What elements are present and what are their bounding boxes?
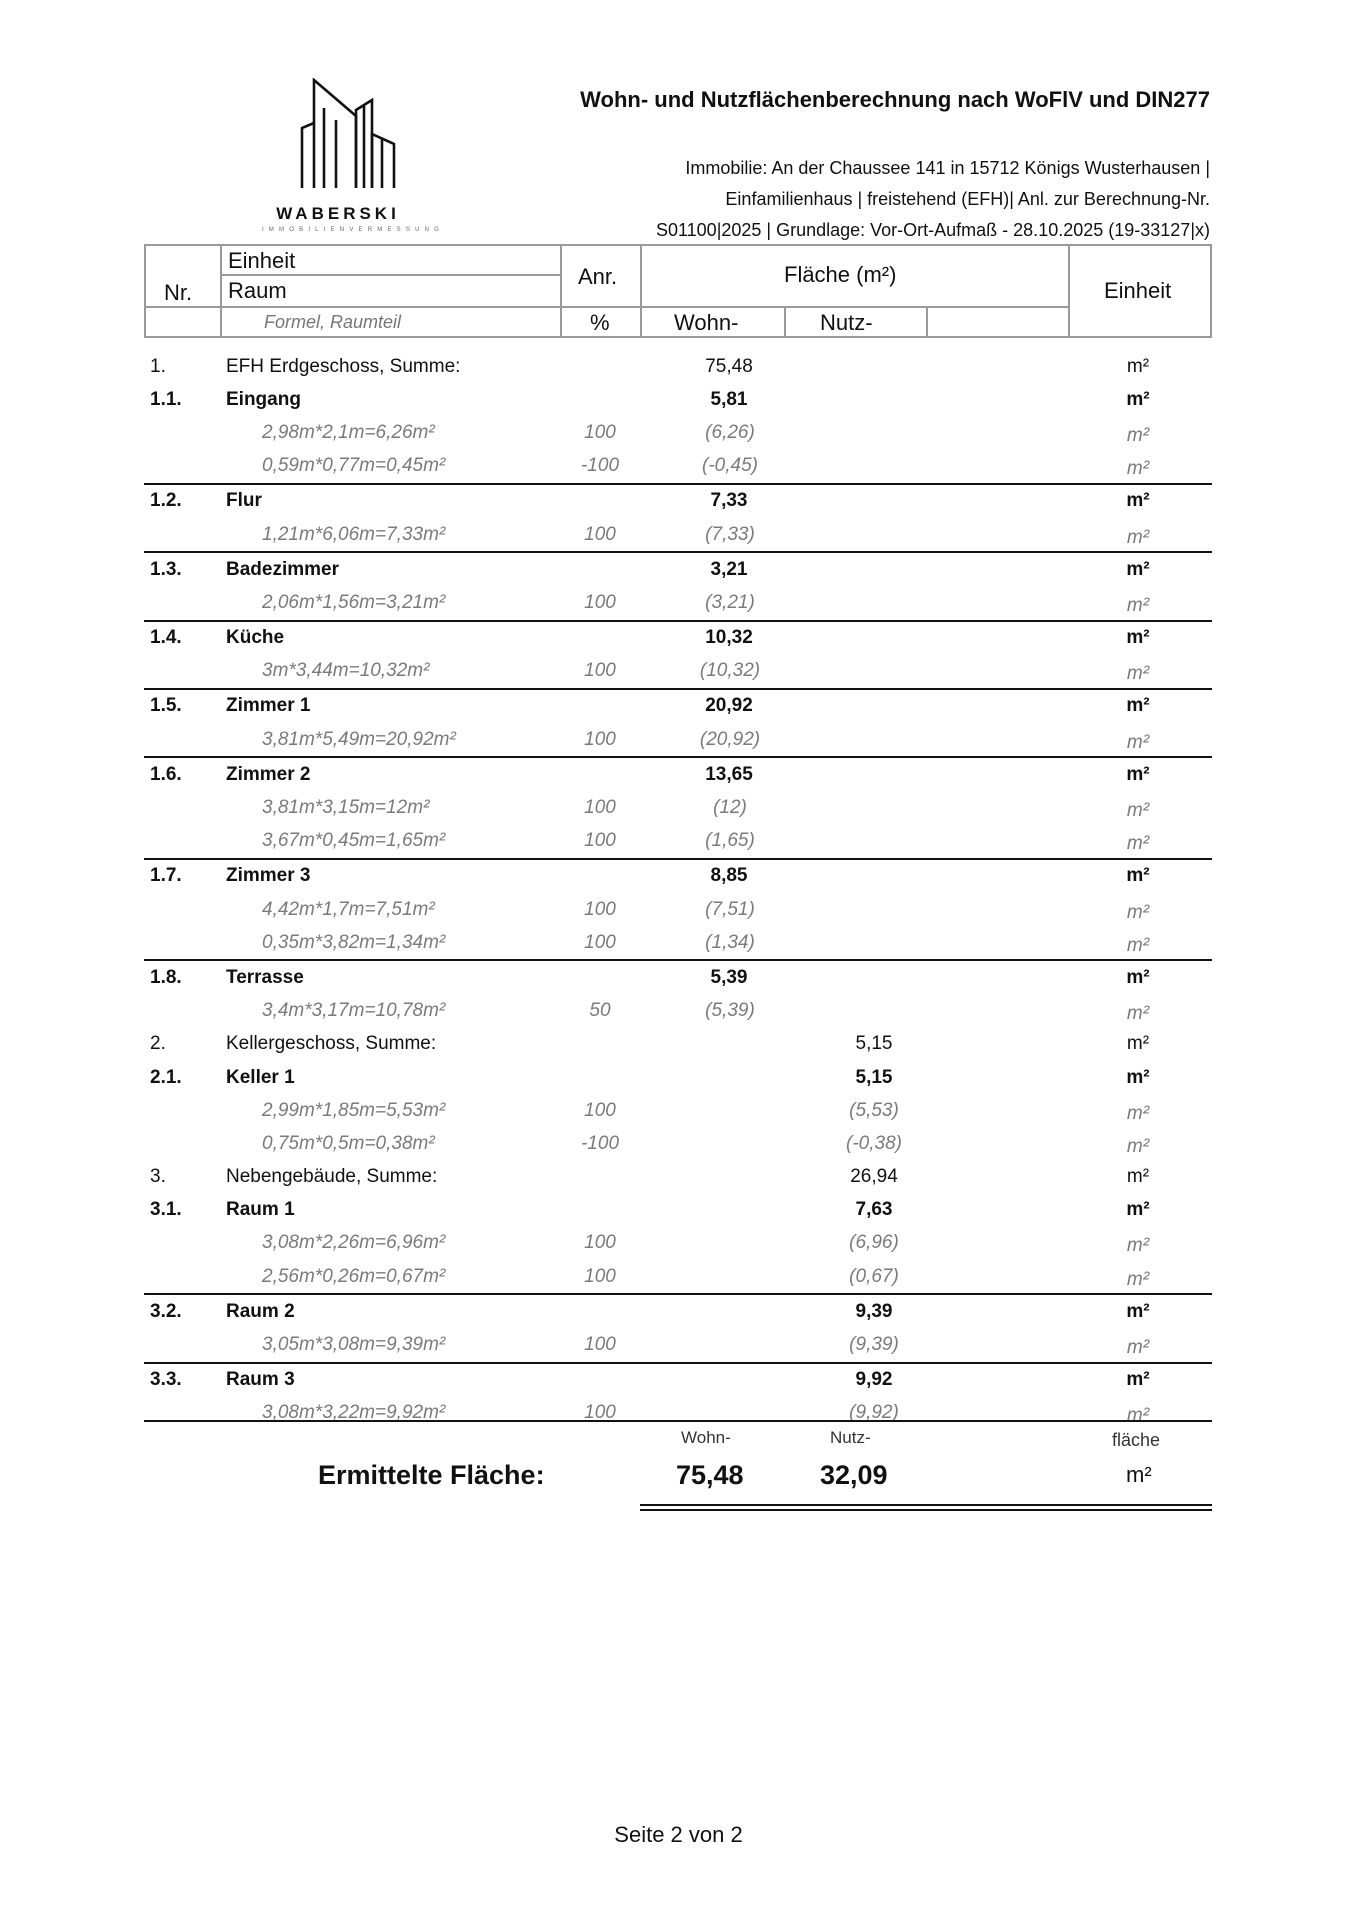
divider <box>784 306 786 338</box>
formula-row <box>144 1094 1212 1127</box>
room-name: Küche <box>226 627 285 649</box>
formula-row <box>144 586 1212 619</box>
formula-nutz: (6,96) <box>849 1232 899 1254</box>
totals-flaeche-label: fläche <box>1112 1430 1161 1450</box>
formula-anr: 100 <box>584 1265 616 1287</box>
formula-unit: m² <box>1126 424 1150 446</box>
room-row <box>144 1194 1212 1227</box>
room-name: Keller 1 <box>226 1066 295 1088</box>
divider <box>144 244 1212 246</box>
group-nutz: 5,15 <box>855 1033 893 1055</box>
room-name: Raum 2 <box>226 1300 295 1322</box>
group-sum-row <box>144 350 1212 383</box>
formula-anr: 100 <box>584 1232 616 1254</box>
room-nr: 1.5. <box>150 695 182 717</box>
divider <box>926 306 928 338</box>
formula-wohn: (-0,45) <box>702 455 758 477</box>
group-unit: m² <box>1126 1166 1150 1188</box>
formula-unit: m² <box>1126 594 1150 616</box>
meta-line: Einfamilienhaus | freistehend (EFH)| Anl. zur Berechnung-Nr. <box>725 189 1210 209</box>
group-nutz: 26,94 <box>850 1166 898 1188</box>
room-name: Eingang <box>226 388 301 410</box>
room-name: Raum 3 <box>226 1369 295 1391</box>
room-wohn: 3,21 <box>710 558 748 580</box>
double-underline <box>640 1504 1212 1506</box>
formula-row <box>144 893 1212 926</box>
formula-text: 3,05m*3,08m=9,39m² <box>262 1334 446 1356</box>
formula-unit: m² <box>1126 458 1150 480</box>
formula-anr: 100 <box>584 797 616 819</box>
formula-anr: 100 <box>584 830 616 852</box>
room-wohn: 5,81 <box>710 388 748 410</box>
totals-nutz-value: 32,09 <box>820 1460 888 1490</box>
header-nr: Nr. <box>164 280 193 305</box>
header-pct: % <box>590 310 610 335</box>
room-name: Raum 1 <box>226 1199 295 1221</box>
formula-unit: m² <box>1126 800 1150 822</box>
formula-anr: 100 <box>584 931 616 953</box>
formula-text: 3,08m*3,22m=9,92m² <box>262 1402 446 1424</box>
formula-text: 2,99m*1,85m=5,53m² <box>262 1099 446 1121</box>
formula-nutz: (5,53) <box>849 1099 899 1121</box>
divider <box>144 244 146 338</box>
formula-unit: m² <box>1126 1235 1150 1257</box>
formula-wohn: (12) <box>713 797 747 819</box>
formula-text: 4,42m*1,7m=7,51m² <box>262 898 435 920</box>
formula-text: 0,35m*3,82m=1,34m² <box>262 931 446 953</box>
room-nutz: 5,15 <box>855 1066 893 1088</box>
room-nr: 1.1. <box>150 388 182 410</box>
room-name: Badezimmer <box>226 558 339 580</box>
formula-row <box>144 655 1212 688</box>
room-nr: 1.6. <box>150 763 182 785</box>
meta-line: Immobilie: An der Chaussee 141 in 15712 Königs Wusterhausen | <box>685 158 1210 178</box>
room-name: Zimmer 3 <box>226 865 311 887</box>
formula-text: 3m*3,44m=10,32m² <box>262 660 430 682</box>
totals-label: Ermittelte Fläche: <box>318 1460 545 1490</box>
totals-nutz-label: Nutz- <box>830 1428 871 1447</box>
room-nr: 3.2. <box>150 1300 182 1322</box>
group-sum-row <box>144 1028 1212 1061</box>
room-nr: 1.8. <box>150 966 182 988</box>
formula-row <box>144 926 1212 959</box>
formula-text: 3,4m*3,17m=10,78m² <box>262 1000 446 1022</box>
room-wohn: 20,92 <box>705 695 753 717</box>
formula-row <box>144 450 1212 483</box>
formula-anr: 100 <box>584 1099 616 1121</box>
formula-text: 0,59m*0,77m=0,45m² <box>262 455 446 477</box>
room-row <box>144 551 1212 586</box>
formula-text: 3,08m*2,26m=6,96m² <box>262 1232 446 1254</box>
meta-line: S01100|2025 | Grundlage: Vor-Ort-Aufmaß - 28.10.2025 (19-33127|x) <box>655 220 1210 240</box>
group-name: Kellergeschoss, Summe: <box>226 1033 437 1055</box>
divider <box>220 244 222 338</box>
formula-nutz: (9,39) <box>849 1334 899 1356</box>
formula-text: 3,67m*0,45m=1,65m² <box>262 830 446 852</box>
formula-unit: m² <box>1126 1003 1150 1025</box>
formula-anr: 100 <box>584 523 616 545</box>
formula-wohn: (1,65) <box>705 830 755 852</box>
divider <box>1068 244 1070 338</box>
room-unit: m² <box>1126 490 1150 512</box>
formula-anr: 100 <box>584 898 616 920</box>
room-nr: 3.3. <box>150 1369 182 1391</box>
formula-anr: -100 <box>580 455 620 477</box>
formula-row <box>144 1260 1212 1293</box>
formula-unit: m² <box>1126 1102 1150 1124</box>
room-unit: m² <box>1126 558 1150 580</box>
formula-text: 0,75m*0,5m=0,38m² <box>262 1132 435 1154</box>
room-unit: m² <box>1126 966 1150 988</box>
formula-text: 3,81m*3,15m=12m² <box>262 797 430 819</box>
formula-anr: 50 <box>589 1000 611 1022</box>
formula-row <box>144 791 1212 824</box>
room-unit: m² <box>1126 1300 1150 1322</box>
formula-row <box>144 1127 1212 1160</box>
room-unit: m² <box>1126 388 1150 410</box>
formula-row <box>144 1328 1212 1361</box>
divider <box>560 244 562 338</box>
group-nr: 2. <box>150 1033 166 1055</box>
room-row <box>144 620 1212 655</box>
group-nr: 3. <box>150 1166 166 1188</box>
room-name: Zimmer 1 <box>226 695 311 717</box>
formula-wohn: (20,92) <box>699 728 761 750</box>
room-nr: 2.1. <box>150 1066 182 1088</box>
formula-anr: 100 <box>584 1402 616 1424</box>
header-flaeche: Fläche (m²) <box>784 262 897 287</box>
room-nutz: 9,39 <box>855 1300 893 1322</box>
formula-row <box>144 416 1212 449</box>
document-title: Wohn- und Nutzflächenberechnung nach WoFlV und DIN277 <box>580 87 1210 112</box>
formula-unit: m² <box>1126 1135 1150 1157</box>
divider <box>222 274 560 276</box>
totals-wohn-label: Wohn- <box>681 1428 731 1447</box>
logo-brand: WABERSKI <box>276 204 400 223</box>
page-number: Seite 2 von 2 <box>614 1822 743 1847</box>
group-wohn: 75,48 <box>705 355 753 377</box>
formula-nutz: (9,92) <box>849 1402 899 1424</box>
formula-anr: 100 <box>584 660 616 682</box>
room-unit: m² <box>1126 627 1150 649</box>
room-wohn: 7,33 <box>710 490 748 512</box>
formula-text: 2,06m*1,56m=3,21m² <box>262 591 446 613</box>
formula-unit: m² <box>1126 1405 1150 1427</box>
table-header <box>144 244 1212 338</box>
formula-anr: 100 <box>584 1334 616 1356</box>
area-table-body <box>144 350 1212 1430</box>
formula-text: 2,56m*0,26m=0,67m² <box>262 1265 446 1287</box>
formula-wohn: (7,51) <box>705 898 755 920</box>
room-row <box>144 688 1212 723</box>
room-name: Zimmer 2 <box>226 763 311 785</box>
room-unit: m² <box>1126 763 1150 785</box>
room-row <box>144 1362 1212 1397</box>
formula-row <box>144 518 1212 551</box>
room-nr: 3.1. <box>150 1199 182 1221</box>
room-nr: 1.2. <box>150 490 182 512</box>
header-einheit: Einheit <box>228 248 296 273</box>
formula-text: 2,98m*2,1m=6,26m² <box>262 421 435 443</box>
room-unit: m² <box>1126 1369 1150 1391</box>
header-wohn: Wohn- <box>674 310 739 335</box>
formula-anr: 100 <box>584 591 616 613</box>
group-nr: 1. <box>150 355 166 377</box>
formula-unit: m² <box>1126 934 1150 956</box>
totals-wohn-value: 75,48 <box>676 1460 744 1490</box>
room-unit: m² <box>1126 1066 1150 1088</box>
company-logo <box>248 78 460 238</box>
room-row <box>144 1061 1212 1094</box>
room-nutz: 7,63 <box>855 1199 893 1221</box>
header-anr: Anr. <box>578 264 618 289</box>
divider <box>144 306 1068 308</box>
room-unit: m² <box>1126 1199 1150 1221</box>
room-row <box>144 383 1212 416</box>
formula-wohn: (10,32) <box>699 660 761 682</box>
formula-anr: 100 <box>584 728 616 750</box>
room-wohn: 8,85 <box>710 865 748 887</box>
room-row <box>144 959 1212 994</box>
formula-unit: m² <box>1126 526 1150 548</box>
formula-anr: 100 <box>584 421 616 443</box>
group-name: Nebengebäude, Summe: <box>226 1166 438 1188</box>
room-row <box>144 858 1212 893</box>
room-row <box>144 1293 1212 1328</box>
divider <box>1210 244 1212 338</box>
group-unit: m² <box>1126 1033 1150 1055</box>
divider <box>640 244 642 338</box>
room-nr: 1.3. <box>150 558 182 580</box>
totals-unit: m² <box>1126 1462 1152 1487</box>
room-row <box>144 756 1212 791</box>
formula-nutz: (0,67) <box>849 1265 899 1287</box>
formula-wohn: (6,26) <box>705 421 755 443</box>
group-sum-row <box>144 1161 1212 1194</box>
formula-wohn: (3,21) <box>705 591 755 613</box>
totals-section <box>144 1420 1212 1522</box>
room-wohn: 10,32 <box>705 627 753 649</box>
formula-unit: m² <box>1126 663 1150 685</box>
building-logo-icon <box>294 78 414 190</box>
room-row <box>144 483 1212 518</box>
formula-row <box>144 825 1212 858</box>
formula-row <box>144 1227 1212 1260</box>
double-underline <box>640 1509 1212 1511</box>
formula-wohn: (1,34) <box>705 931 755 953</box>
formula-text: 1,21m*6,06m=7,33m² <box>262 523 446 545</box>
room-unit: m² <box>1126 865 1150 887</box>
formula-nutz: (-0,38) <box>846 1132 902 1154</box>
header-nutz: Nutz- <box>820 310 873 335</box>
formula-row <box>144 723 1212 756</box>
logo-subtitle: IMMOBILIENVERMESSUNG <box>261 227 444 233</box>
group-unit: m² <box>1126 355 1150 377</box>
formula-unit: m² <box>1126 833 1150 855</box>
formula-wohn: (7,33) <box>705 523 755 545</box>
room-wohn: 5,39 <box>710 966 748 988</box>
room-nr: 1.4. <box>150 627 182 649</box>
formula-unit: m² <box>1126 901 1150 923</box>
formula-text: 3,81m*5,49m=20,92m² <box>262 728 456 750</box>
formula-unit: m² <box>1126 731 1150 753</box>
room-nr: 1.7. <box>150 865 182 887</box>
formula-unit: m² <box>1126 1268 1150 1290</box>
formula-row <box>144 995 1212 1028</box>
formula-anr: -100 <box>580 1132 620 1154</box>
document-meta <box>490 153 1210 246</box>
formula-wohn: (5,39) <box>705 1000 755 1022</box>
divider <box>144 336 1212 338</box>
room-unit: m² <box>1126 695 1150 717</box>
room-name: Flur <box>226 490 262 512</box>
group-name: EFH Erdgeschoss, Summe: <box>226 355 461 377</box>
header-einheit-col: Einheit <box>1104 278 1172 303</box>
header-formel: Formel, Raumteil <box>264 312 402 332</box>
room-nutz: 9,92 <box>855 1369 893 1391</box>
room-wohn: 13,65 <box>705 763 753 785</box>
formula-unit: m² <box>1126 1337 1150 1359</box>
room-name: Terrasse <box>226 966 304 988</box>
header-raum: Raum <box>228 278 287 303</box>
